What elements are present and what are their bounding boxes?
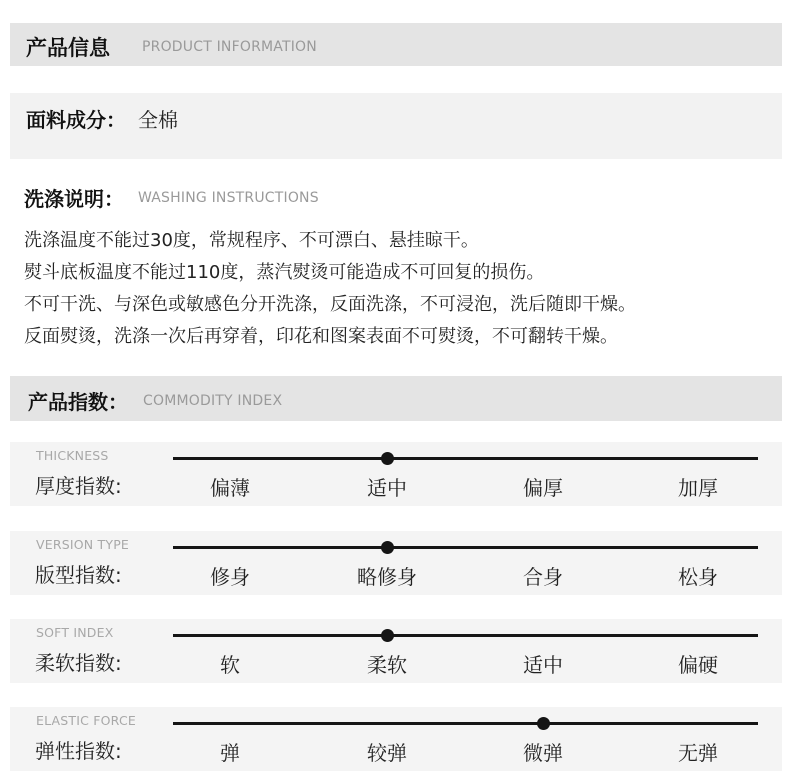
washing-line: 洗涤温度不能过30度，常规程序、不可漂白、悬挂晾干。 — [24, 230, 479, 251]
washing-title: 洗涤说明： — [24, 187, 124, 211]
index-option: 微弹 — [523, 741, 563, 765]
washing-line: 不可干洗、与深色或敏感色分开洗涤，反面洗涤，不可浸泡，洗后随即干燥。 — [24, 294, 636, 315]
fabric-label: 面料成分： — [26, 108, 126, 132]
index-option: 适中 — [367, 476, 407, 500]
index-option: 修身 — [210, 565, 250, 589]
index-option: 较弹 — [367, 741, 407, 765]
product-info-header — [10, 23, 782, 66]
index-row-label: 版型指数: — [35, 563, 122, 587]
index-option: 偏薄 — [210, 476, 250, 500]
product-info-title: 产品信息 — [26, 36, 110, 60]
index-row-label-en: THICKNESS — [36, 448, 109, 463]
index-marker-dot — [537, 717, 550, 730]
washing-subtitle: WASHING INSTRUCTIONS — [138, 190, 319, 206]
index-row — [10, 619, 782, 683]
index-marker-dot — [381, 452, 394, 465]
index-row-label-en: VERSION TYPE — [36, 537, 130, 552]
index-marker-dot — [381, 541, 394, 554]
index-option: 无弹 — [678, 741, 718, 765]
commodity-index-subtitle: COMMODITY INDEX — [143, 393, 283, 409]
index-scale-line — [173, 634, 758, 637]
index-row-label: 厚度指数: — [35, 474, 122, 498]
washing-line: 反面熨烫，洗涤一次后再穿着，印花和图案表面不可熨烫，不可翻转干燥。 — [24, 326, 618, 347]
commodity-index-title: 产品指数： — [28, 390, 128, 414]
commodity-index-header — [10, 376, 782, 421]
fabric-section — [10, 93, 782, 159]
index-option: 适中 — [523, 653, 563, 677]
index-scale-line — [173, 457, 758, 460]
index-option: 柔软 — [367, 653, 407, 677]
index-option: 偏硬 — [678, 653, 718, 677]
index-row — [10, 707, 782, 771]
index-row-label: 弹性指数: — [35, 739, 122, 763]
index-option: 松身 — [678, 565, 718, 589]
index-row — [10, 442, 782, 506]
index-row — [10, 531, 782, 595]
index-option: 合身 — [523, 565, 563, 589]
washing-line: 熨斗底板温度不能过110度，蒸汽熨烫可能造成不可回复的损伤。 — [24, 262, 545, 283]
index-scale-line — [173, 722, 758, 725]
index-option: 软 — [220, 653, 240, 677]
index-scale-line — [173, 546, 758, 549]
index-option: 略修身 — [357, 565, 417, 589]
fabric-value: 全棉 — [138, 108, 178, 132]
index-row-label-en: SOFT INDEX — [36, 625, 114, 640]
index-row-label-en: ELASTIC FORCE — [36, 713, 136, 728]
index-row-label: 柔软指数: — [35, 651, 122, 675]
index-option: 加厚 — [678, 476, 718, 500]
index-marker-dot — [381, 629, 394, 642]
index-option: 偏厚 — [523, 476, 563, 500]
index-option: 弹 — [220, 741, 240, 765]
washing-title-row — [0, 180, 790, 210]
product-info-subtitle: PRODUCT INFORMATION — [142, 39, 317, 55]
